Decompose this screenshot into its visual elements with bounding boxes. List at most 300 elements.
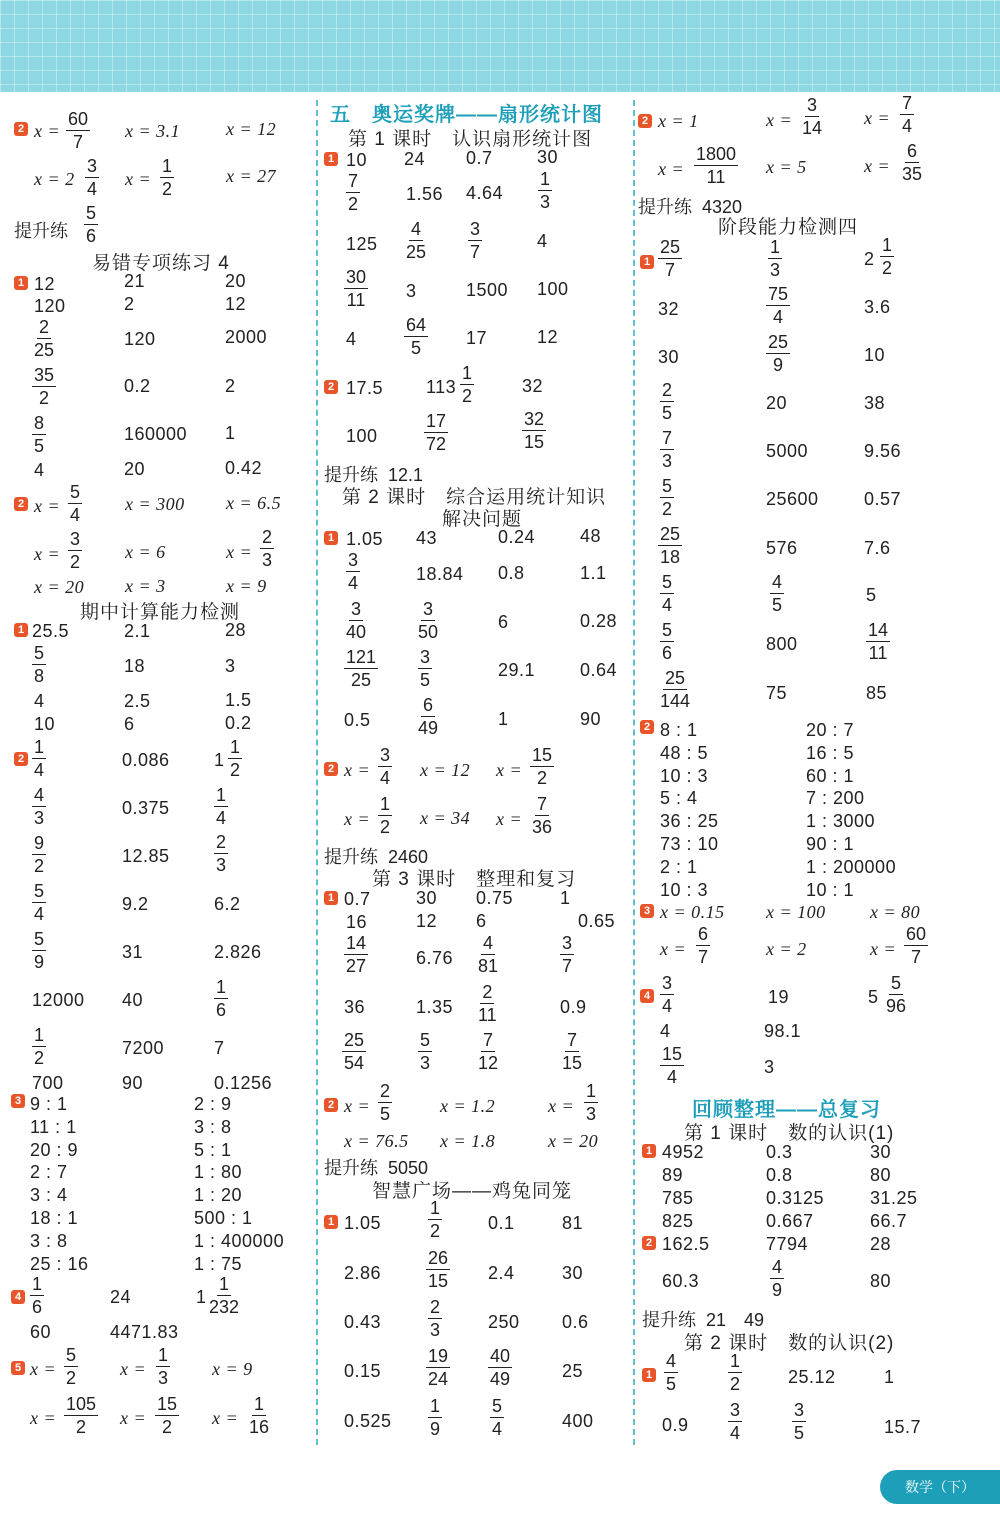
answer: 2.86 <box>344 1263 382 1283</box>
equation: x = 20 <box>548 1131 599 1151</box>
answer: 825 <box>662 1211 694 1231</box>
answer: 400 <box>562 1411 594 1431</box>
equation: x = <box>344 760 371 780</box>
fraction: $\frac{5}{8}$ <box>34 643 45 686</box>
fraction: $\frac{3}{14}$ <box>802 95 823 138</box>
fraction: $\frac{3}{2}$ <box>70 529 81 572</box>
equation: x = 2 <box>34 169 75 189</box>
equation: x = 5 <box>766 157 807 177</box>
fraction: $\frac{1}{9}$ <box>430 1396 441 1439</box>
equation: x = <box>125 169 152 189</box>
fraction: $\frac{6}{35}$ <box>902 141 923 184</box>
question-badge: 2 <box>14 122 28 136</box>
answer: 4471.83 <box>110 1322 179 1342</box>
equation: x = 300 <box>125 494 185 514</box>
equation: x = <box>34 496 61 516</box>
answer: 21 <box>124 271 146 291</box>
section-title: 阶段能力检测四 <box>718 217 859 238</box>
fraction: $\frac{3}{40}$ <box>346 599 367 642</box>
fraction: $\frac{1}{2}$ <box>34 1025 45 1068</box>
review-title: 回顾整理——总复习 <box>692 1099 881 1121</box>
fraction: $\frac{7}{3}$ <box>662 428 673 471</box>
fraction: $\frac{1}{2}$ <box>380 794 391 837</box>
lesson-title: 第 1 课时 认识扇形统计图 <box>348 129 593 150</box>
equation: x = 20 <box>34 577 85 597</box>
column-1 <box>0 0 315 1536</box>
question-badge: 1 <box>324 891 338 905</box>
answer: 12 <box>416 911 438 931</box>
fraction: $\frac{40}{49}$ <box>490 1346 511 1389</box>
fraction: $\frac{6}{49}$ <box>418 695 439 738</box>
answer: 25.5 <box>32 621 70 641</box>
fraction: $\frac{1}{2}$ <box>730 1351 741 1394</box>
answer: 89 <box>662 1165 684 1185</box>
fraction: $\frac{1}{2}$ <box>882 235 893 278</box>
answer: 2 <box>124 294 135 314</box>
ratio-list-left: 9 : 1 11 : 1 20 : 9 2 : 7 3 : 4 18 : 1 3 : 8 25 : 16 <box>30 1094 89 1274</box>
question-badge: 2 <box>14 752 28 766</box>
fraction: $\frac{75}{4}$ <box>768 284 789 327</box>
fraction: $\frac{1}{2}$ <box>162 156 173 199</box>
answer: 12.85 <box>122 846 170 866</box>
fraction: $\frac{1800}{11}$ <box>696 144 737 187</box>
column-divider-1 <box>316 100 318 1445</box>
fraction: $\frac{4}{5}$ <box>772 572 783 615</box>
equation: x = <box>120 1359 147 1379</box>
fraction: $\frac{2}{3}$ <box>216 832 227 875</box>
fraction: $\frac{2}{5}$ <box>380 1081 391 1124</box>
answer: 2.5 <box>124 691 151 711</box>
equation: x = 27 <box>226 166 277 186</box>
answer: 9.2 <box>122 894 149 914</box>
answer: 0.086 <box>122 750 170 770</box>
answer: 60.3 <box>662 1271 700 1291</box>
answer: 81 <box>562 1213 584 1233</box>
equation: x = 34 <box>420 808 471 828</box>
answer: 0.64 <box>580 660 618 680</box>
lesson-title: 第 2 课时 数的认识(2) <box>684 1333 895 1354</box>
fraction: $\frac{7}{2}$ <box>348 171 359 214</box>
answer: 250 <box>488 1312 520 1332</box>
fraction: $\frac{1}{3}$ <box>158 1345 169 1388</box>
answer: 12 <box>537 327 559 347</box>
fraction: $\frac{3}{7}$ <box>562 933 573 976</box>
answer: 1 <box>560 888 571 908</box>
answer: 3 <box>406 281 417 301</box>
equation: x = 1.2 <box>440 1096 496 1116</box>
answer: 38 <box>864 393 886 413</box>
question-badge: 1 <box>324 531 338 545</box>
answer: 2.826 <box>214 942 262 962</box>
answer: 12 <box>225 294 247 314</box>
ratio-list-right: 20 : 7 16 : 5 60 : 1 7 : 200 1 : 3000 90 : 1 1 : 200000 10 : 1 <box>806 720 897 900</box>
equation: x = 1.8 <box>440 1131 496 1151</box>
fraction: $\frac{1}{2}$ <box>430 1198 441 1241</box>
answer: 1.5 <box>225 690 252 710</box>
equation: x = 9 <box>226 576 267 596</box>
answer: 25600 <box>766 489 819 509</box>
answer: 0.7 <box>344 889 371 909</box>
answer: 100 <box>537 279 569 299</box>
fraction: $\frac{5}{4}$ <box>492 1396 503 1439</box>
fraction: $\frac{6}{7}$ <box>698 924 709 967</box>
fraction: $\frac{26}{15}$ <box>428 1248 449 1291</box>
question-badge: 1 <box>324 1215 338 1229</box>
lesson-title: 第 3 课时 整理和复习 <box>372 869 577 890</box>
answer: 16 <box>346 912 368 932</box>
question-badge: 1 <box>14 623 28 637</box>
answer: 0.5 <box>344 710 371 730</box>
answer: 66.7 <box>870 1211 908 1231</box>
question-badge: 1 <box>324 152 338 166</box>
answer: 6 <box>476 911 487 931</box>
answer: 7794 <box>766 1234 809 1254</box>
answer: 125 <box>346 234 378 254</box>
answer: 160000 <box>124 424 188 444</box>
answer: 80 <box>870 1165 892 1185</box>
question-badge: 2 <box>638 114 652 128</box>
answer: 30 <box>870 1142 892 1162</box>
answer: 3.6 <box>864 297 891 317</box>
fraction: $\frac{15}{4}$ <box>662 1044 683 1087</box>
answer: 10 <box>864 345 886 365</box>
lesson-title: 第 1 课时 数的认识(1) <box>684 1123 895 1144</box>
fraction: $\frac{30}{11}$ <box>346 267 367 310</box>
equation: x = <box>212 1408 239 1428</box>
column-divider-2 <box>633 100 635 1445</box>
fraction: $\frac{60}{7}$ <box>906 924 927 967</box>
fraction: $\frac{32}{15}$ <box>524 409 545 452</box>
answer: 785 <box>662 1188 694 1208</box>
answer: 1 <box>225 423 236 443</box>
answer: 2.4 <box>488 1263 515 1283</box>
equation: x = <box>864 108 891 128</box>
fraction: $\frac{7}{4}$ <box>902 93 913 136</box>
fraction: $\frac{1}{6}$ <box>32 1274 43 1317</box>
equation: x = 2 <box>766 939 807 959</box>
fraction: $\frac{7}{15}$ <box>562 1030 583 1073</box>
answer: 1.35 <box>416 997 454 1017</box>
answer: 36 <box>344 997 366 1017</box>
fraction: $\frac{5}{6}$ <box>86 203 97 246</box>
answer: 4 <box>34 691 45 711</box>
answer: 0.43 <box>344 1312 382 1332</box>
answer: 7 <box>214 1038 225 1058</box>
answer: 0.667 <box>766 1211 814 1231</box>
answer: 19 <box>768 987 790 1007</box>
answer: 12 <box>34 274 56 294</box>
tisheng-label: 提升练 21 49 <box>642 1310 765 1330</box>
answer: 0.8 <box>498 563 525 583</box>
answer: 75 <box>766 683 788 703</box>
answer: 30 <box>562 1263 584 1283</box>
answer: 10 <box>34 714 56 734</box>
fraction: $\frac{3}{4}$ <box>380 745 391 788</box>
answer: 0.7 <box>466 148 493 168</box>
fraction: $\frac{5}{2}$ <box>662 476 673 519</box>
equation: x = <box>344 1096 371 1116</box>
answer: 98.1 <box>764 1021 802 1041</box>
section-title: 期中计算能力检测 <box>80 602 241 623</box>
answer: 48 <box>580 526 602 546</box>
answer: 6 <box>124 714 135 734</box>
equation: x = <box>864 156 891 176</box>
fraction: $\frac{14}{27}$ <box>346 933 367 976</box>
fraction: $\frac{5}{96}$ <box>886 973 907 1016</box>
column-2 <box>320 0 632 1536</box>
answer: 0.9 <box>662 1415 689 1435</box>
answer: 90 <box>580 709 602 729</box>
equation: x = <box>766 110 793 130</box>
equation: x = 3.1 <box>125 121 181 141</box>
answer: 1 <box>884 1367 895 1387</box>
fraction: $\frac{3}{4}$ <box>87 156 98 199</box>
answer: 20 <box>124 459 146 479</box>
answer: 0.24 <box>498 527 536 547</box>
answer: 2 <box>225 376 236 396</box>
fraction: $\frac{14}{11}$ <box>868 620 889 663</box>
fraction: $\frac{5}{4}$ <box>70 482 81 525</box>
fraction: $\frac{25}{144}$ <box>660 668 691 711</box>
equation: x = <box>34 121 61 141</box>
answer: 0.375 <box>122 798 170 818</box>
fraction: $\frac{25}{7}$ <box>660 237 681 280</box>
fraction: $\frac{3}{4}$ <box>348 550 359 593</box>
equation: x = 0.15 <box>660 902 725 922</box>
section-title: 易错专项练习 4 <box>92 253 230 274</box>
answer: 9.56 <box>864 441 902 461</box>
answer: 1500 <box>466 280 509 300</box>
equation: x = <box>870 939 897 959</box>
answer: 28 <box>225 620 247 640</box>
fraction: $\frac{3}{5}$ <box>420 647 431 690</box>
answer: 0.8 <box>766 1165 793 1185</box>
answer: 4.64 <box>466 183 504 203</box>
answer: 12000 <box>32 990 85 1010</box>
answer: 0.42 <box>225 458 263 478</box>
fraction: $\frac{15}{2}$ <box>157 1394 178 1437</box>
fraction: $\frac{1}{16}$ <box>249 1394 270 1437</box>
equation: x = 3 <box>125 576 166 596</box>
answer: 1.05 <box>344 1213 382 1233</box>
tisheng-label: 提升练 <box>14 221 68 241</box>
answer: 100 <box>346 426 378 446</box>
equation: x = 6 <box>125 542 166 562</box>
answer: 4 <box>660 1021 671 1041</box>
fraction: $\frac{4}{9}$ <box>772 1257 783 1300</box>
answer: 1.1 <box>580 563 607 583</box>
fraction: $\frac{5}{6}$ <box>662 620 673 663</box>
answer: 60 <box>30 1322 52 1342</box>
fraction: $\frac{5}{3}$ <box>420 1030 431 1073</box>
answer: 3 <box>764 1057 775 1077</box>
question-badge: 4 <box>11 1290 25 1304</box>
fraction: $\frac{3}{4}$ <box>730 1400 741 1443</box>
equation: x = <box>548 1096 575 1116</box>
fraction: $\frac{2}{5}$ <box>662 380 673 423</box>
answer: 6.76 <box>416 948 454 968</box>
fraction: $\frac{3}{7}$ <box>470 219 481 262</box>
fraction: $\frac{7}{12}$ <box>478 1030 499 1073</box>
fraction: $\frac{8}{5}$ <box>34 413 45 456</box>
answer: 120 <box>124 329 156 349</box>
answer: 25.12 <box>788 1367 836 1387</box>
answer: 2000 <box>225 327 268 347</box>
answer: 5000 <box>766 441 809 461</box>
fraction: $\frac{1}{3}$ <box>586 1081 597 1124</box>
column-3 <box>638 0 1000 1536</box>
answer: 18.84 <box>416 564 464 584</box>
equation: x = <box>496 760 523 780</box>
equation: x = <box>30 1359 57 1379</box>
answer: 32 <box>522 376 544 396</box>
answer: 1 <box>498 709 509 729</box>
fraction: $\frac{2}{25}$ <box>34 317 55 360</box>
answer: 30 <box>416 888 438 908</box>
answer: 120 <box>34 296 66 316</box>
question-badge: 3 <box>640 904 654 918</box>
fraction: $\frac{1}{4}$ <box>216 785 227 828</box>
fraction: $\frac{3}{50}$ <box>418 599 439 642</box>
fraction: $\frac{2}{3}$ <box>430 1297 441 1340</box>
answer: 30 <box>537 147 559 167</box>
answer: 2.1 <box>124 621 151 641</box>
answer: 30 <box>658 347 680 367</box>
answer: 0.525 <box>344 1411 392 1431</box>
fraction: $\frac{121}{25}$ <box>346 647 377 690</box>
question-badge: 1 <box>642 1144 656 1158</box>
answer: 576 <box>766 538 798 558</box>
equation: x = 9 <box>212 1359 253 1379</box>
fraction: $\frac{4}{81}$ <box>478 933 499 976</box>
question-badge: 4 <box>640 989 654 1003</box>
fraction: $\frac{3}{5}$ <box>794 1400 805 1443</box>
answer: 5 <box>866 585 877 605</box>
fraction: $\frac{9}{2}$ <box>34 833 45 876</box>
tisheng-label: 提升练 4320 <box>638 197 743 217</box>
unit-title: 五 奥运奖牌——扇形统计图 <box>330 104 603 126</box>
equation: x = 6.5 <box>226 493 282 513</box>
equation: x = 76.5 <box>344 1131 409 1151</box>
answer: 20 <box>766 393 788 413</box>
equation: x = <box>226 542 253 562</box>
equation: x = <box>120 1408 147 1428</box>
answer: 0.2 <box>225 713 252 733</box>
fraction: $\frac{1}{3}$ <box>770 237 781 280</box>
answer: 700 <box>32 1073 64 1093</box>
answer: 0.15 <box>344 1361 382 1381</box>
ratio-list-right: 2 : 9 3 : 8 5 : 1 1 : 80 1 : 20 500 : 1 1 : 400000 1 : 75 <box>194 1094 285 1274</box>
fraction: $\frac{2}{3}$ <box>262 527 273 570</box>
answer: 0.1256 <box>214 1073 273 1093</box>
fraction: $\frac{7}{36}$ <box>532 794 553 837</box>
tisheng-label: 提升练 2460 <box>324 847 429 867</box>
answer: 3 <box>225 656 236 676</box>
answer: 43 <box>416 528 438 548</box>
answer: 0.75 <box>476 888 514 908</box>
question-badge: 3 <box>11 1094 25 1108</box>
fraction: $\frac{3}{4}$ <box>662 973 673 1016</box>
question-badge: 2 <box>324 762 338 776</box>
question-badge: 1 <box>642 1368 656 1382</box>
answer: 32 <box>658 299 680 319</box>
question-badge: 2 <box>324 1098 338 1112</box>
equation: x = 80 <box>870 902 921 922</box>
answer: 0.1 <box>488 1213 515 1233</box>
fraction: $\frac{19}{24}$ <box>428 1346 449 1389</box>
answer: 0.6 <box>562 1312 589 1332</box>
question-badge: 2 <box>324 380 338 394</box>
section-title: 智慧广场——鸡兔同笼 <box>372 1181 573 1202</box>
fraction: $\frac{64}{5}$ <box>406 315 427 358</box>
equation: x = 12 <box>420 760 471 780</box>
equation: x = <box>34 544 61 564</box>
question-badge: 2 <box>640 720 654 734</box>
equation: x = <box>496 809 523 829</box>
answer: 7200 <box>122 1038 165 1058</box>
question-badge: 5 <box>11 1361 25 1375</box>
equation: x = 100 <box>766 902 826 922</box>
fraction: $\frac{1}{4}$ <box>34 737 45 780</box>
answer: 10 <box>346 150 368 170</box>
fraction: $\frac{60}{7}$ <box>68 109 89 152</box>
fraction: $\frac{2}{11}$ <box>478 982 497 1025</box>
fraction: $\frac{1}{2}$ <box>230 737 241 780</box>
fraction: $\frac{4}{3}$ <box>34 785 45 828</box>
tisheng-label: 提升练 5050 <box>324 1158 429 1178</box>
answer: 31 <box>122 942 144 962</box>
answer: 1.05 <box>346 529 384 549</box>
ratio-list-left: 8 : 1 48 : 5 10 : 3 5 : 4 36 : 25 73 : 10 2 : 1 10 : 3 <box>660 720 719 900</box>
fraction: $\frac{1}{3}$ <box>540 169 551 212</box>
question-badge: 2 <box>14 497 28 511</box>
answer: 2 <box>864 249 875 269</box>
answer: 29.1 <box>498 660 536 680</box>
answer: 31.25 <box>870 1188 918 1208</box>
answer: 24 <box>404 149 426 169</box>
answer: 4 <box>537 231 548 251</box>
answer: 1 <box>214 750 225 770</box>
fraction: $\frac{5}{4}$ <box>34 881 45 924</box>
fraction: $\frac{17}{72}$ <box>426 411 447 454</box>
answer: 7.6 <box>864 538 891 558</box>
answer: 6 <box>498 612 509 632</box>
answer: 40 <box>122 990 144 1010</box>
answer: 4 <box>34 460 45 480</box>
question-badge: 2 <box>642 1236 656 1250</box>
lesson-title: 解决问题 <box>442 509 523 530</box>
fraction: $\frac{105}{2}$ <box>66 1394 97 1437</box>
equation: x = <box>344 809 371 829</box>
equation: x = 12 <box>226 119 277 139</box>
fraction: $\frac{1}{2}$ <box>462 363 473 406</box>
answer: 6.2 <box>214 894 241 914</box>
answer: 113 <box>426 377 457 397</box>
answer: 5 <box>868 987 879 1007</box>
fraction: $\frac{4}{25}$ <box>406 219 427 262</box>
answer: 25 <box>562 1361 584 1381</box>
answer: 80 <box>870 1271 892 1291</box>
answer: 0.28 <box>580 611 618 631</box>
fraction: $\frac{25}{54}$ <box>344 1030 365 1073</box>
answer: 28 <box>870 1234 892 1254</box>
fraction: $\frac{4}{5}$ <box>666 1351 677 1394</box>
answer: 20 <box>225 271 247 291</box>
question-badge: 1 <box>14 276 28 290</box>
fraction: $\frac{5}{2}$ <box>66 1345 77 1388</box>
fraction: $\frac{5}{4}$ <box>662 572 673 615</box>
fraction: $\frac{25}{18}$ <box>660 524 681 567</box>
